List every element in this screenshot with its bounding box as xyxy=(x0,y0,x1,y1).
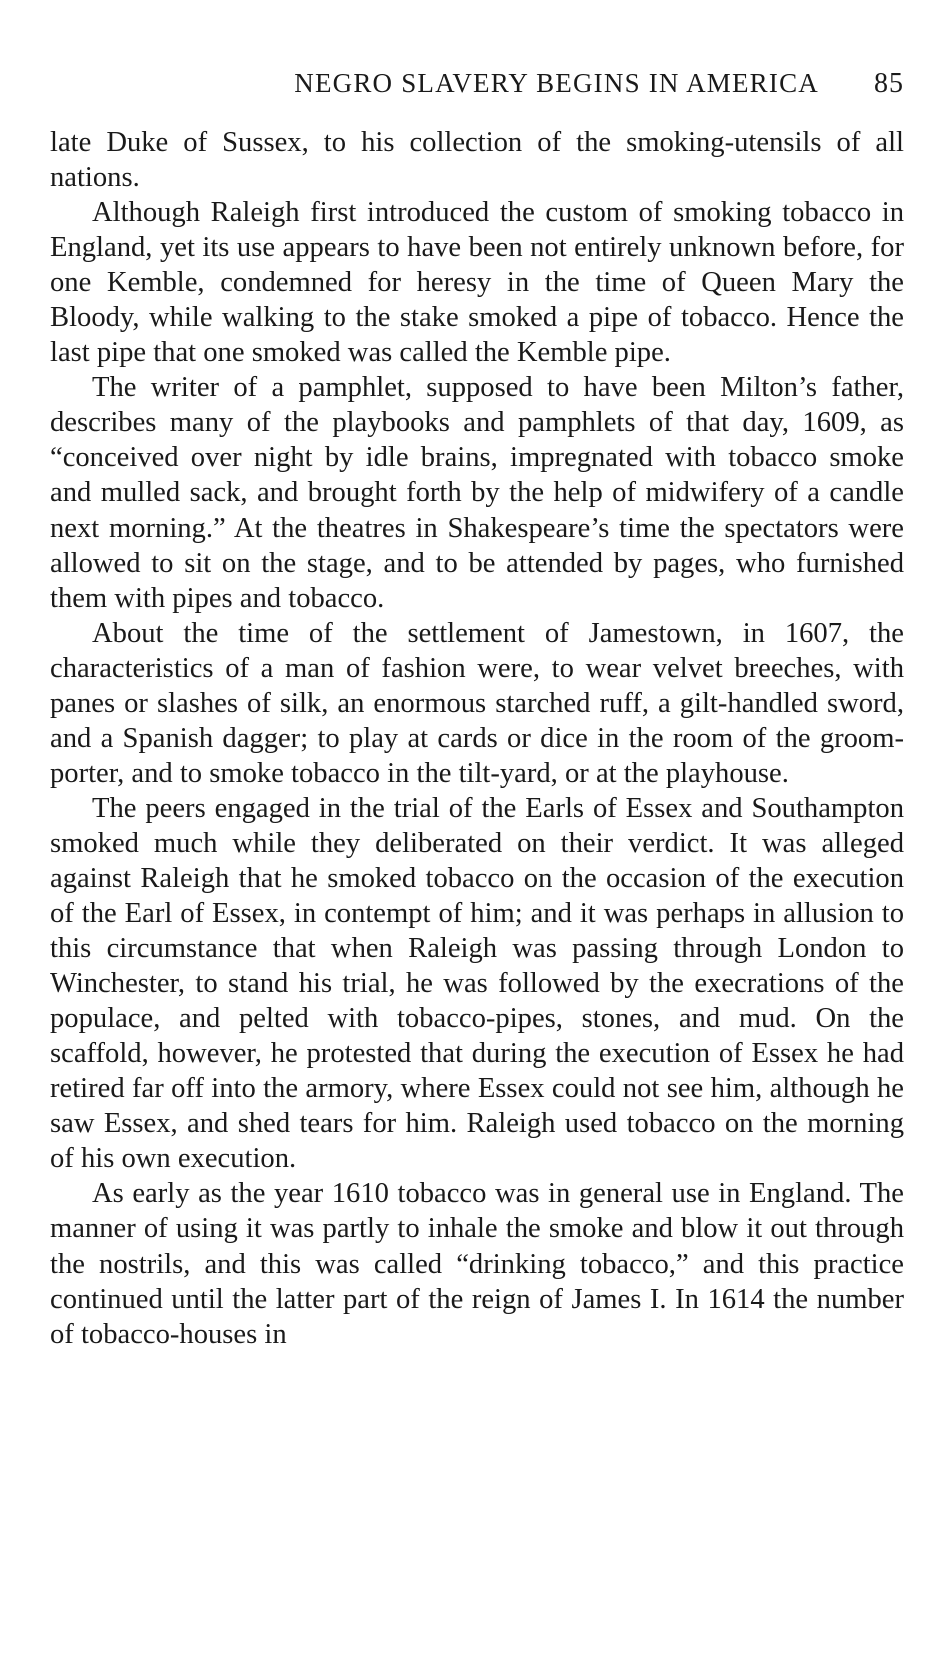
paragraph-raleigh-kemble: Although Raleigh first introduced the custom of smoking tobacco in England, yet its use appears to have been not entirely unknown before, for one Kemble, condemned for heresy in the time of Queen Mary the Bloody, while walking to the stake smoked a pipe of tobacco. Hence the last pipe that one smoked was called the Kemble pipe. xyxy=(50,197,904,369)
paragraph-drinking-tobacco: As early as the year 1610 tobacco was in general use in England. The manner of using it was partly to inhale the smoke and blow it out through the nostrils, and this was called “drinking tobacco,” and this practice continued until the latter part of the reign of James I. In 1614 the number of tobacco-houses in xyxy=(50,1178,904,1350)
paragraph-pamphlet: The writer of a pamphlet, supposed to have been Milton’s father, describes many of the playbooks and pamphlets of that day, 1609, as “conceived over night by idle brains, impregnated with tobacco smoke and mulled sack, and brought forth by the help of midwifery of a candle next morning.” At the theatres in Shakespeare’s time the spectators were allowed to sit on the stage, and to be attended by pages, who furnished them with pipes and tobacco. xyxy=(50,372,904,614)
running-header xyxy=(50,68,904,118)
book-page xyxy=(50,68,904,1352)
paragraph-essex-trial: The peers engaged in the trial of the Earls of Essex and Southampton smoked much while they deliberated on their verdict. It was alleged against Raleigh that he smoked tobacco on the occasion of the execution of the Earl of Essex, in contempt of him; and it was perhaps in allusion to this circumstance that when Raleigh was passing through London to Winchester, to stand his trial, he was followed by the execrations of the populace, and pelted with tobacco-pipes, stones, and mud. On the scaffold, however, he protested that during the execution of Essex he had retired far off into the armory, where Essex could not see him, although he saw Essex, and shed tears for him. Raleigh used tobacco on the morning of his own execution. xyxy=(50,792,904,1175)
page-number: 85 xyxy=(874,68,904,99)
paragraph-jamestown-fashion: About the time of the settlement of Jamestown, in 1607, the characteristics of a man of fashion were, to wear velvet breeches, with panes or slashes of silk, an enormous starched ruff, a gilt-handled sword, and a Spanish dagger; to play at cards or dice in the room of the groom-porter, and to smoke tobacco in the tilt-yard, or at the playhouse. xyxy=(50,617,904,789)
running-title: NEGRO SLAVERY BEGINS IN AMERICA xyxy=(294,68,819,98)
paragraph-continuation: late Duke of Sussex, to his collection of the smoking-utensils of all nations. xyxy=(50,127,904,194)
body-text xyxy=(50,125,904,1352)
